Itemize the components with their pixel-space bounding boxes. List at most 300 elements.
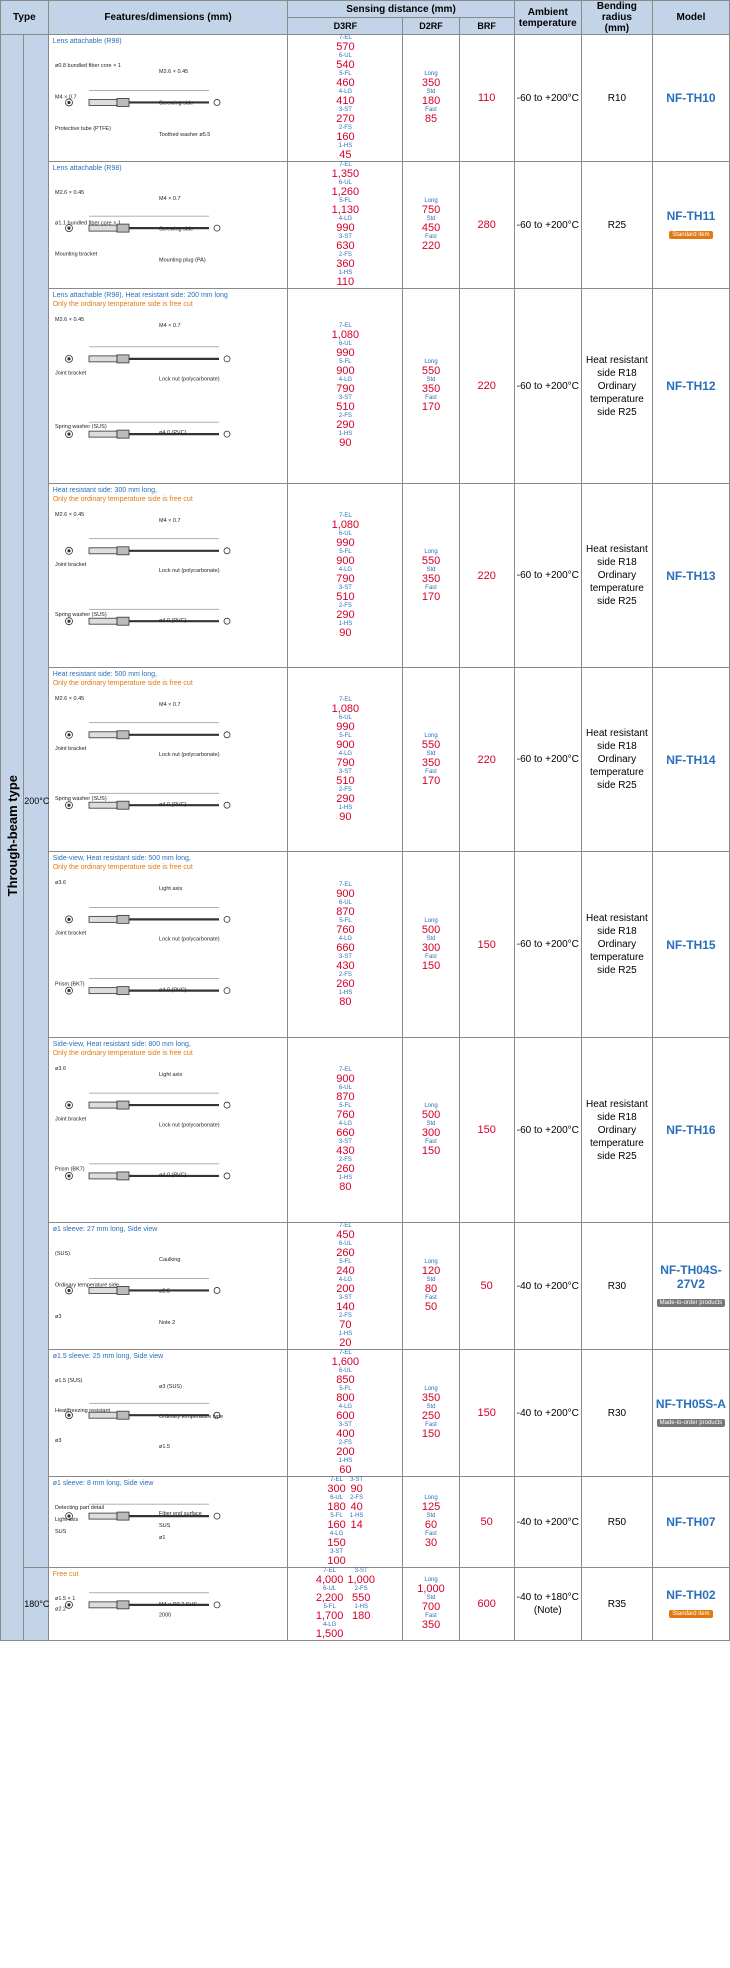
d3rf-value: 430: [336, 1145, 355, 1157]
callout-label: ø1.5 (SUS): [54, 1378, 83, 1384]
d2rf-value: 60: [424, 1519, 438, 1531]
callout-label: Screwing side: [158, 100, 193, 107]
d3rf-value: 1,600: [331, 1356, 360, 1368]
feature-title: [53, 486, 193, 504]
d3rf-mode-label: 2-FS: [338, 786, 352, 793]
sensor-head-thread: [89, 732, 117, 738]
model-name[interactable]: NF-TH16: [666, 1123, 716, 1137]
d3rf-cell: [288, 852, 403, 1038]
sensor-nut: [117, 801, 129, 809]
dimension-drawing: [49, 184, 245, 282]
sensor-head-thread: [89, 99, 117, 105]
ambient-cell: -40 to +180°C (Note): [514, 1568, 581, 1641]
d3rf-value: 14: [350, 1519, 363, 1531]
brf-header: BRF: [459, 18, 514, 35]
d2rf-value: 450: [421, 222, 441, 234]
d3rf-value: 150: [327, 1537, 346, 1549]
d3rf-mode-label: 5-FL: [323, 1604, 336, 1610]
d3rf-mode-label: 3-ST: [330, 1549, 344, 1555]
feature-title: [53, 164, 122, 173]
feature-title-text: ø1 sleeve: 27 mm long, Side view: [52, 1226, 158, 1233]
fiber-drawing: [65, 539, 230, 555]
callout-label: Ordinary temperature side: [54, 1282, 119, 1289]
callout-label: ø3 (SUS): [158, 1384, 182, 1390]
callout-label: ø3.6: [54, 880, 66, 886]
feature-note-text: Only the ordinary temperature side is free cut: [52, 301, 193, 308]
d3rf-mode-label: 5-FL: [330, 1513, 343, 1519]
model-badge: Made-to-order products: [657, 1299, 726, 1307]
model-cell: [652, 1223, 729, 1350]
feature-note-text: Free cut: [52, 1571, 79, 1578]
d3rf-mode-label: 2-FS: [338, 413, 352, 419]
d3rf-mode-label: 7-EL: [339, 35, 352, 41]
d3rf-value: 180: [351, 1610, 371, 1622]
model-name[interactable]: NF-TH05S-A: [655, 1397, 726, 1411]
features-cell: [48, 1038, 288, 1223]
d3rf-value: 460: [336, 77, 355, 89]
dimension-drawing: [49, 57, 245, 158]
d2rf-value: 150: [421, 959, 441, 972]
d2rf-cell: [403, 289, 459, 484]
feature-title-text: Side-view, Heat resistant side: 500 mm long,: [52, 855, 191, 862]
d2rf-value: 180: [421, 95, 441, 107]
d2rf-mode-label: Fast: [425, 1139, 437, 1145]
fiber-core-dot: [68, 433, 70, 435]
d3rf-mode-label: 3-ST: [354, 1568, 368, 1574]
d2rf-mode-label: Std: [426, 377, 436, 383]
brf-cell: 280: [459, 162, 514, 289]
table-row: [1, 289, 730, 484]
d2rf-mode-label: Long: [424, 548, 438, 555]
fiber-far-end: [224, 548, 230, 554]
sensor-nut: [117, 1601, 129, 1609]
d2rf-value: 50: [424, 1301, 438, 1313]
callout-label: Spring washer (SUS): [54, 612, 107, 618]
feature-title: [53, 1352, 164, 1361]
sensor-head-thread: [89, 431, 117, 437]
callout-label: Toothed washer ø5.5: [158, 132, 211, 139]
d2rf-cell: [403, 1477, 459, 1568]
d3rf-value: 990: [336, 222, 355, 234]
d2rf-value: 170: [421, 590, 441, 603]
d3rf-mode-label: 5-FL: [339, 198, 352, 204]
dimension-drawing: [49, 506, 245, 666]
fiber-drawing: [65, 347, 230, 363]
d2rf-mode-label: Fast: [425, 395, 437, 401]
d3rf-value: 760: [336, 1109, 355, 1121]
sensor-head-thread: [89, 548, 117, 554]
dimension-drawing: [49, 690, 245, 850]
d2rf-cell: [403, 852, 459, 1038]
d3rf-mode-label: 7-EL: [339, 1067, 352, 1073]
fiber-core-dot: [68, 1175, 70, 1177]
d3rf-cell: [288, 668, 403, 852]
d3rf-mode-label: 2-FS: [338, 971, 352, 978]
brf-cell: 110: [459, 35, 514, 162]
d3rf-mode-label: 1-HS: [338, 804, 353, 811]
d3rf-mode-label: 3-ST: [338, 584, 352, 591]
d3rf-value: 900: [336, 738, 355, 751]
feature-title: [53, 1570, 79, 1579]
d3rf-value: 160: [336, 131, 355, 143]
d3rf-two-columns: [288, 1568, 402, 1640]
callout-label: Lock nut (polycarbonate): [158, 568, 220, 574]
d2rf-mode-label: Std: [426, 89, 436, 95]
d3rf-header: D3RF: [288, 18, 403, 35]
d3rf-value: 760: [336, 923, 355, 936]
d3rf-value: 800: [336, 1392, 355, 1404]
d3rf-value: 260: [336, 977, 355, 990]
d3rf-value: 1,700: [315, 1610, 344, 1622]
dimension-drawing: [49, 1245, 245, 1346]
fiber-far-end: [224, 1173, 230, 1179]
ambient-cell: -60 to +200°C: [514, 162, 581, 289]
d2rf-value: 150: [421, 1145, 441, 1157]
brf-cell: 600: [459, 1568, 514, 1641]
d3rf-cell: [288, 289, 403, 484]
callout-label: ø3: [54, 1314, 62, 1321]
d3rf-value: 1,500: [315, 1628, 344, 1640]
sensor-head-thread: [89, 988, 117, 994]
feature-title: [53, 1479, 154, 1488]
d3rf-value: 870: [336, 1091, 355, 1103]
bending-cell: R35: [581, 1568, 652, 1641]
d3rf-cell: [288, 484, 403, 668]
model-badge: Made-to-order products: [657, 1419, 726, 1427]
d3rf-mode-label: 4-LG: [338, 377, 353, 383]
callout-label: ø4.0 (PVC): [158, 618, 187, 624]
d2rf-mode-label: Std: [426, 1121, 436, 1127]
features-cell: [48, 289, 288, 484]
d2rf-mode-label: Long: [424, 917, 438, 924]
sensor-nut: [117, 430, 129, 438]
fiber-drawing: [65, 723, 230, 739]
d3rf-mode-label: 5-FL: [339, 1386, 352, 1392]
spec-table-body: [1, 35, 730, 1641]
bending-cell: Heat resistant side R18 Ordinary temperature side R25: [581, 289, 652, 484]
model-cell: [652, 1038, 729, 1223]
d3rf-value: 160: [327, 1519, 346, 1531]
d3rf-mode-label: 7-EL: [339, 512, 352, 519]
feature-title: [53, 37, 122, 46]
model-name[interactable]: NF-TH11: [666, 209, 716, 223]
feature-title: [53, 1040, 193, 1058]
d2rf-mode-label: Fast: [425, 107, 437, 113]
d3rf-mode-label: 1-HS: [349, 1513, 364, 1519]
d3rf-mode-label: 2-FS: [350, 1495, 364, 1501]
callout-label: ø1: [158, 1534, 166, 1541]
model-badge: Standard item: [669, 231, 712, 239]
callout-label: (SUS): [54, 1251, 70, 1257]
d3rf-mode-label: 5-FL: [339, 359, 352, 365]
d2rf-mode-label: Std: [426, 750, 436, 757]
callout-label: ø1.5 × 1: [54, 1596, 76, 1602]
fiber-far-end: [224, 1102, 230, 1108]
table-row: [1, 1038, 730, 1223]
feature-title-text: Lens attachable (R98): [52, 165, 122, 172]
bending-cell: R30: [581, 1223, 652, 1350]
sensor-nut: [117, 1172, 129, 1180]
d3rf-value: 20: [339, 1337, 352, 1349]
sensor-head-thread: [89, 916, 117, 922]
d3rf-mode-label: 5-FL: [339, 917, 352, 924]
d3rf-mode-label: 7-EL: [339, 1223, 352, 1229]
sensor-nut: [117, 987, 129, 995]
fiber-core-dot: [68, 918, 70, 920]
callout-label: Ordinary temperature type: [158, 1414, 223, 1420]
d3rf-mode-label: 3-ST: [338, 953, 352, 960]
feature-title: [53, 1225, 158, 1234]
features-cell: [48, 1477, 288, 1568]
d3rf-value: 900: [336, 1073, 355, 1085]
callout-label: Prism (BK7): [54, 981, 85, 988]
d2rf-mode-label: Long: [424, 198, 438, 204]
callout-label: Light axis: [158, 1072, 182, 1078]
feature-title: [53, 854, 193, 872]
fiber-drawing: [65, 1164, 230, 1180]
d3rf-value: 990: [336, 720, 355, 733]
d3rf-mode-label: 1-HS: [338, 270, 353, 276]
d2rf-cell: [403, 1350, 459, 1477]
d3rf-list: [288, 323, 402, 449]
callout-label: Joint bracket: [54, 370, 86, 377]
dimension-drawing: [49, 874, 245, 1036]
d3rf-cell: [288, 35, 403, 162]
d3rf-value: 1,260: [331, 186, 360, 198]
d3rf-mode-label: 7-EL: [339, 323, 352, 329]
callout-label: ø1.5: [158, 1444, 170, 1450]
bending-header: Bending radius (mm): [581, 1, 652, 35]
d3rf-value: 540: [336, 59, 355, 71]
d2rf-cell: [403, 35, 459, 162]
ambient-cell: -40 to +200°C: [514, 1350, 581, 1477]
dimension-drawing: [49, 1060, 245, 1221]
d3rf-value: 60: [339, 1464, 352, 1476]
d3rf-mode-label: 5-FL: [339, 548, 352, 555]
feature-title: [53, 291, 228, 309]
callout-label: Fiber end surface: [158, 1511, 202, 1517]
fiber-far-end: [214, 1513, 220, 1519]
callout-label: M4 × P0.7 SUS: [158, 1602, 197, 1608]
d3rf-value: 850: [336, 1374, 355, 1386]
d3rf-list: [288, 162, 402, 288]
callout-label: ø2.5: [158, 1288, 170, 1295]
sensor-head-thread: [89, 802, 117, 808]
d3rf-value: 200: [336, 1283, 355, 1295]
d3rf-value: 1,080: [331, 518, 360, 531]
callout-label: Mounting plug (PA): [158, 257, 206, 264]
d3rf-list: [316, 1568, 344, 1640]
callout-label: Heat/freezing resistant: [54, 1408, 110, 1414]
d3rf-two-columns: [288, 1477, 402, 1567]
type-header: Type: [1, 1, 49, 35]
fiber-drawing: [65, 1093, 230, 1109]
callout-label: M2.6 × 0.45: [54, 696, 84, 702]
fiber-core-dot: [68, 550, 70, 552]
feature-title-text: ø1.5 sleeve: 25 mm long, Side view: [52, 1353, 164, 1360]
d3rf-mode-label: 6-UL: [338, 180, 352, 186]
features-header: Features/dimensions (mm): [48, 1, 288, 35]
sensor-nut: [117, 915, 129, 923]
d2rf-cell: [403, 1568, 459, 1641]
callout-label: M4 × 0.7: [158, 323, 181, 329]
bending-cell: Heat resistant side R18 Ordinary temperature side R25: [581, 484, 652, 668]
model-name[interactable]: NF-TH14: [666, 752, 716, 767]
model-name[interactable]: NF-TH07: [666, 1515, 716, 1529]
d2rf-mode-label: Long: [424, 359, 438, 365]
table-row: [1, 1477, 730, 1568]
callout-label: Light axis: [54, 1516, 78, 1523]
d3rf-list: [288, 35, 402, 161]
d2rf-mode-label: Long: [424, 1495, 438, 1501]
model-name[interactable]: NF-TH04S-27V2: [660, 1263, 722, 1291]
callout-label: ø4.0 (PVC): [158, 987, 187, 994]
d3rf-list: [288, 513, 402, 639]
fiber-core-dot: [68, 734, 70, 736]
model-name[interactable]: NF-TH15: [666, 937, 716, 952]
d3rf-mode-label: 7-EL: [339, 696, 352, 703]
d2rf-value: 125: [421, 1501, 441, 1513]
d2rf-value: 350: [421, 1619, 441, 1631]
fiber-core-dot: [68, 989, 70, 991]
d3rf-mode-label: 7-EL: [339, 881, 352, 888]
d3rf-value: 510: [336, 401, 355, 413]
brf-cell: 150: [459, 1350, 514, 1477]
d2rf-value: 350: [421, 572, 441, 585]
d3rf-cell: [288, 1038, 403, 1223]
d2rf-value: 80: [424, 1283, 438, 1295]
feature-title-text: Heat resistant side: 300 mm long,: [52, 487, 157, 494]
bending-cell: R25: [581, 162, 652, 289]
fiber-far-end: [214, 1287, 220, 1293]
callout-label: Light axis: [158, 886, 182, 892]
callout-label: ø3: [54, 1438, 62, 1444]
d2rf-mode-label: Long: [424, 1577, 438, 1583]
d3rf-mode-label: 4-LG: [338, 566, 353, 573]
fiber-far-end: [224, 988, 230, 994]
callout-label: SUS: [54, 1528, 67, 1535]
fiber-core-dot: [68, 1414, 70, 1416]
features-cell: [48, 1223, 288, 1350]
sensor-head-thread: [89, 1102, 117, 1108]
d3rf-value: 260: [336, 1163, 355, 1175]
feature-note-text: Only the ordinary temperature side is free cut: [52, 496, 193, 503]
d3rf-value: 290: [336, 419, 355, 431]
d2rf-value: 550: [421, 554, 441, 567]
d2rf-mode-label: Fast: [425, 1295, 437, 1301]
type-label: Through-beam type: [4, 775, 20, 897]
fiber-drawing: [65, 90, 220, 106]
feature-title-text: ø1 sleeve: 8 mm long, Side view: [52, 1480, 154, 1487]
d2rf-mode-label: Std: [426, 216, 436, 222]
d3rf-mode-label: 1-HS: [354, 1604, 368, 1610]
callout-label: Lock nut (polycarbonate): [158, 936, 220, 943]
d3rf-list: [288, 697, 402, 823]
model-cell: [652, 1568, 729, 1641]
ambient-header: Ambient temperature: [514, 1, 581, 35]
d3rf-mode-label: 4-LG: [322, 1622, 337, 1628]
d2rf-mode-label: Std: [426, 1595, 436, 1601]
features-cell: [48, 852, 288, 1038]
model-name[interactable]: NF-TH02: [666, 1588, 716, 1602]
model-name[interactable]: NF-TH13: [666, 568, 716, 583]
d2rf-cell: [403, 1223, 459, 1350]
d3rf-value: 660: [336, 1127, 355, 1139]
d3rf-mode-label: 4-LG: [338, 935, 353, 942]
d3rf-mode-label: 3-ST: [338, 107, 352, 113]
ambient-cell: -60 to +200°C: [514, 1038, 581, 1223]
d3rf-value: 90: [339, 810, 352, 823]
callout-label: M2.6 × 0.45: [54, 317, 84, 323]
sensor-nut: [117, 547, 129, 555]
d3rf-value: 660: [336, 941, 355, 954]
d2rf-mode-label: Long: [424, 1259, 438, 1265]
d3rf-mode-label: 5-FL: [339, 732, 352, 739]
d3rf-mode-label: 2-FS: [338, 602, 352, 609]
callout-label: 2000: [158, 1612, 171, 1619]
model-cell: [652, 289, 729, 484]
features-cell: [48, 35, 288, 162]
d3rf-value: 90: [350, 1483, 363, 1495]
d3rf-value: 600: [336, 1410, 355, 1422]
fiber-core-dot: [68, 804, 70, 806]
d3rf-value: 990: [336, 347, 355, 359]
d3rf-value: 510: [336, 590, 355, 603]
model-name[interactable]: NF-TH12: [666, 379, 716, 393]
d2rf-value: 120: [421, 1265, 441, 1277]
model-header: Model: [652, 1, 729, 35]
sensor-head-thread: [89, 1513, 117, 1519]
ambient-cell: -60 to +200°C: [514, 289, 581, 484]
d2rf-value: 700: [421, 1601, 441, 1613]
d3rf-value: 1,350: [331, 168, 360, 180]
model-cell: [652, 162, 729, 289]
table-row: [1, 1223, 730, 1350]
fiber-far-end: [214, 99, 220, 105]
model-cell: [652, 1477, 729, 1568]
d3rf-mode-label: 6-UL: [338, 1368, 352, 1374]
fiber-far-end: [224, 431, 230, 437]
d3rf-mode-label: 2-FS: [338, 1313, 352, 1319]
callout-label: M2.6 × 0.45: [54, 512, 84, 518]
callout-label: M4 × 0.7: [158, 518, 181, 524]
callout-label: M4 × 0.7: [158, 196, 181, 202]
callout-label: ø4.0 (PVC): [158, 429, 187, 436]
d3rf-mode-label: 2-FS: [338, 1157, 352, 1163]
sensing-header: Sensing distance (mm): [288, 1, 514, 18]
d2rf-mode-label: Std: [426, 1277, 436, 1283]
d2rf-value: 150: [421, 1428, 441, 1440]
d3rf-mode-label: 5-FL: [339, 71, 352, 77]
d3rf-mode-label: 3-ST: [338, 234, 352, 240]
d2rf-value: 500: [421, 923, 441, 936]
d2rf-mode-label: Std: [426, 1513, 436, 1519]
fiber-core-dot: [68, 358, 70, 360]
callout-label: Spring washer (SUS): [54, 423, 107, 430]
table-row: [1, 1350, 730, 1477]
d3rf-mode-label: 1-HS: [338, 1458, 353, 1464]
d3rf-value: 90: [339, 626, 352, 639]
table-row: [1, 668, 730, 852]
d3rf-value: 870: [336, 905, 355, 918]
callout-label: Note 2: [158, 1320, 175, 1327]
d3rf-list: [350, 1477, 364, 1567]
d3rf-value: 360: [336, 258, 355, 270]
brf-cell: 220: [459, 668, 514, 852]
temp-180-cell: 180°C: [24, 1568, 48, 1641]
model-name[interactable]: NF-TH10: [666, 91, 716, 105]
d3rf-mode-label: 6-UL: [338, 53, 352, 59]
